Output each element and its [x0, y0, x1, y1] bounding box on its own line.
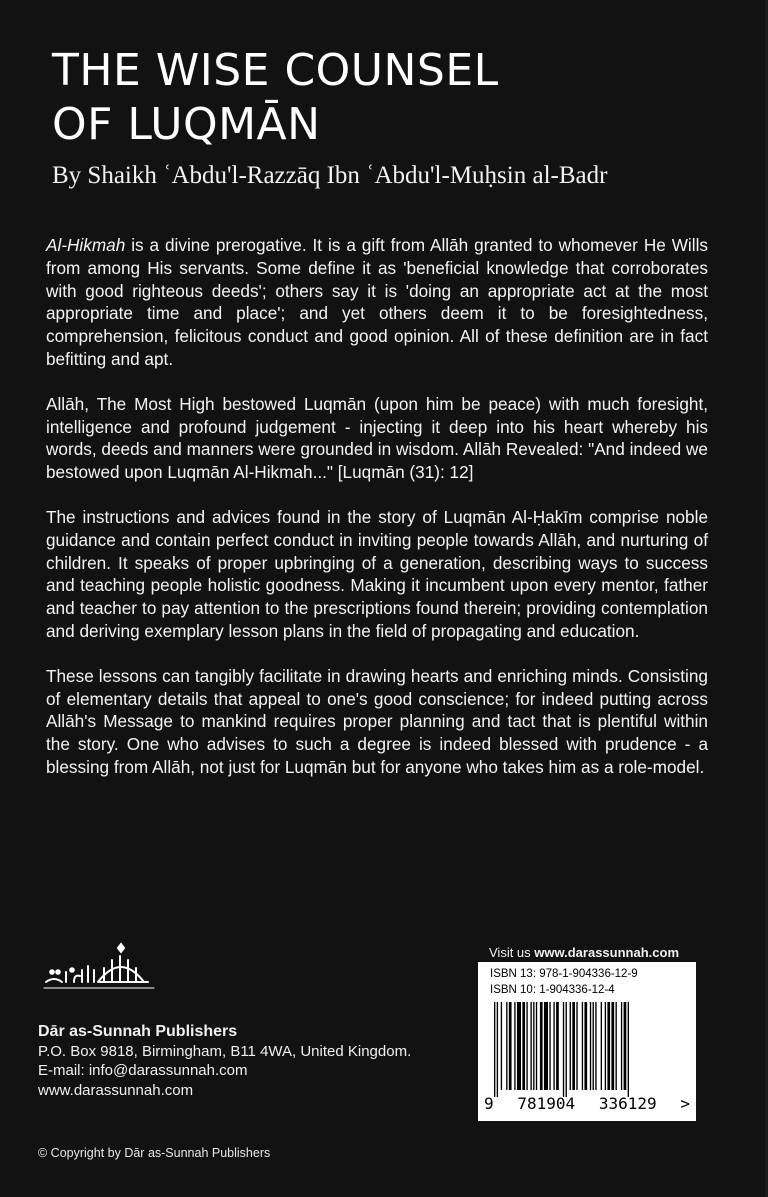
- barcode-bar: [530, 1002, 531, 1090]
- barcode-digits: [484, 1094, 690, 1113]
- publisher-name: Dār as-Sunnah Publishers: [38, 1023, 238, 1040]
- publisher-email[interactable]: E-mail: info@darassunnah.com: [38, 1062, 248, 1079]
- description-term: Al-Hikmah: [46, 235, 126, 255]
- barcode-bar: [576, 1002, 577, 1090]
- barcode-digit-first: 9: [484, 1094, 494, 1113]
- barcode-bar: [536, 1002, 537, 1090]
- barcode-bar: [624, 1002, 627, 1090]
- barcode-bar: [549, 1002, 550, 1090]
- barcode-bar: [572, 1002, 575, 1090]
- description-paragraph-2: Allāh, The Most High bestowed Luqmān (upon him be peace) with much foresight, intelligence and profound judgement - injecting it deep into his heart whereby his words, deeds and manners were grounded in wisdom. Allāh Revealed: "And indeed we bestowed upon Luqmān Al-Hikmah..." [Luqmān (31): 12]: [46, 393, 708, 483]
- barcode-bar: [595, 1002, 596, 1090]
- title-line-1: THE WISE COUNSEL: [52, 45, 499, 96]
- barcode-bar: [607, 1002, 610, 1090]
- description-p1-text: is a divine prerogative. It is a gift from Allāh granted to whomever He Wills from among His servants. Some define it as 'beneficial knowledge that corroborates with good righteous deeds'; others say it is 'doing an appropriate act at the most appropriate time and place'; and yet others deem it to be foresightedness, comprehension, felicitous conduct and good opinion. All of these definition are in fact befitting and apt.: [46, 235, 708, 369]
- barcode-bar: [582, 1002, 583, 1090]
- barcode-bar: [533, 1002, 534, 1090]
- publisher-website[interactable]: www.darassunnah.com: [38, 1081, 194, 1099]
- isbn-10: ISBN 10: 1-904336-12-4: [490, 984, 615, 996]
- barcode-bar: [616, 1002, 617, 1090]
- isbn-barcode: [478, 962, 696, 1121]
- barcode-bar: [501, 1002, 502, 1090]
- barcode-bar: [522, 1002, 525, 1090]
- isbn-13: ISBN 13: 978-1-904336-12-9: [490, 968, 638, 980]
- description-paragraph-3: The instructions and advices found in the story of Luqmān Al-Ḥakīm comprise noble guidance and contain perfect conduct in inviting people towards Allāh, and nurturing of children. It speaks of proper upbringing of a generation, describing ways to success and teaching people holistic goodness. Making it incumbent upon every mentor, father and teacher to pay attention to the prescriptions found therein; providing contemplation and deriving exemplary lesson plans in the field of propagating and education.: [46, 506, 708, 641]
- barcode-bar: [605, 1002, 606, 1090]
- barcode-bar: [556, 1002, 559, 1090]
- barcode-bar: [566, 1002, 567, 1097]
- title-line-2: OF LUQMĀN: [52, 99, 321, 150]
- publisher-logo-icon: [38, 942, 158, 1014]
- copyright-notice: © Copyright by Dār as-Sunnah Publishers: [38, 1146, 271, 1160]
- barcode-bar: [570, 1002, 571, 1090]
- barcode-bars: [488, 1002, 688, 1097]
- barcode-arrow: >: [680, 1094, 690, 1113]
- barcode-bar: [590, 1002, 591, 1090]
- book-description: [46, 234, 708, 801]
- barcode-bar: [621, 1002, 622, 1090]
- barcode-digit-group-1: 781904: [517, 1094, 576, 1113]
- barcode-bar: [601, 1002, 602, 1090]
- barcode-digit-group-2: 336129: [598, 1094, 657, 1113]
- description-paragraph-1: [46, 234, 708, 371]
- barcode-bar: [517, 1002, 521, 1090]
- barcode-bar: [593, 1002, 594, 1090]
- barcode-bar: [494, 1002, 495, 1097]
- author-byline: By Shaikh ʿAbdu'l-Razzāq Ibn ʿAbdu'l-Muḥsin al-Badr: [52, 162, 608, 189]
- barcode-bar: [553, 1002, 554, 1090]
- barcode-bar: [544, 1002, 548, 1090]
- book-title: [52, 44, 499, 152]
- barcode-bar: [628, 1002, 629, 1097]
- barcode-bar: [526, 1002, 527, 1090]
- barcode-bar: [563, 1002, 564, 1097]
- visit-url-link[interactable]: www.darassunnah.com: [534, 945, 680, 960]
- barcode-bar: [611, 1002, 614, 1090]
- barcode-bar: [584, 1002, 587, 1090]
- description-paragraph-4: These lessons can tangibly facilitate in drawing hearts and enriching minds. Consisting of elementary details that appeal to one's good conscience; for indeed putting across Allāh's Message to mankind requires proper planning and tact that is plentiful within the story. One who advises to such a degree is indeed blessed with prudence - a blessing from Allāh, not just for Luqmān but for anyone who takes him as a role-model.: [46, 665, 708, 777]
- barcode-bar: [540, 1002, 543, 1090]
- barcode-bar: [514, 1002, 515, 1090]
- barcode-bar: [506, 1002, 507, 1090]
- visit-prefix: Visit us: [489, 945, 535, 960]
- publisher-address: P.O. Box 9818, Birmingham, B11 4WA, United Kingdom.: [38, 1042, 412, 1060]
- visit-us-line: [489, 945, 679, 960]
- barcode-bar: [497, 1002, 498, 1097]
- publisher-info: [38, 1022, 478, 1100]
- barcode-bar: [509, 1002, 512, 1090]
